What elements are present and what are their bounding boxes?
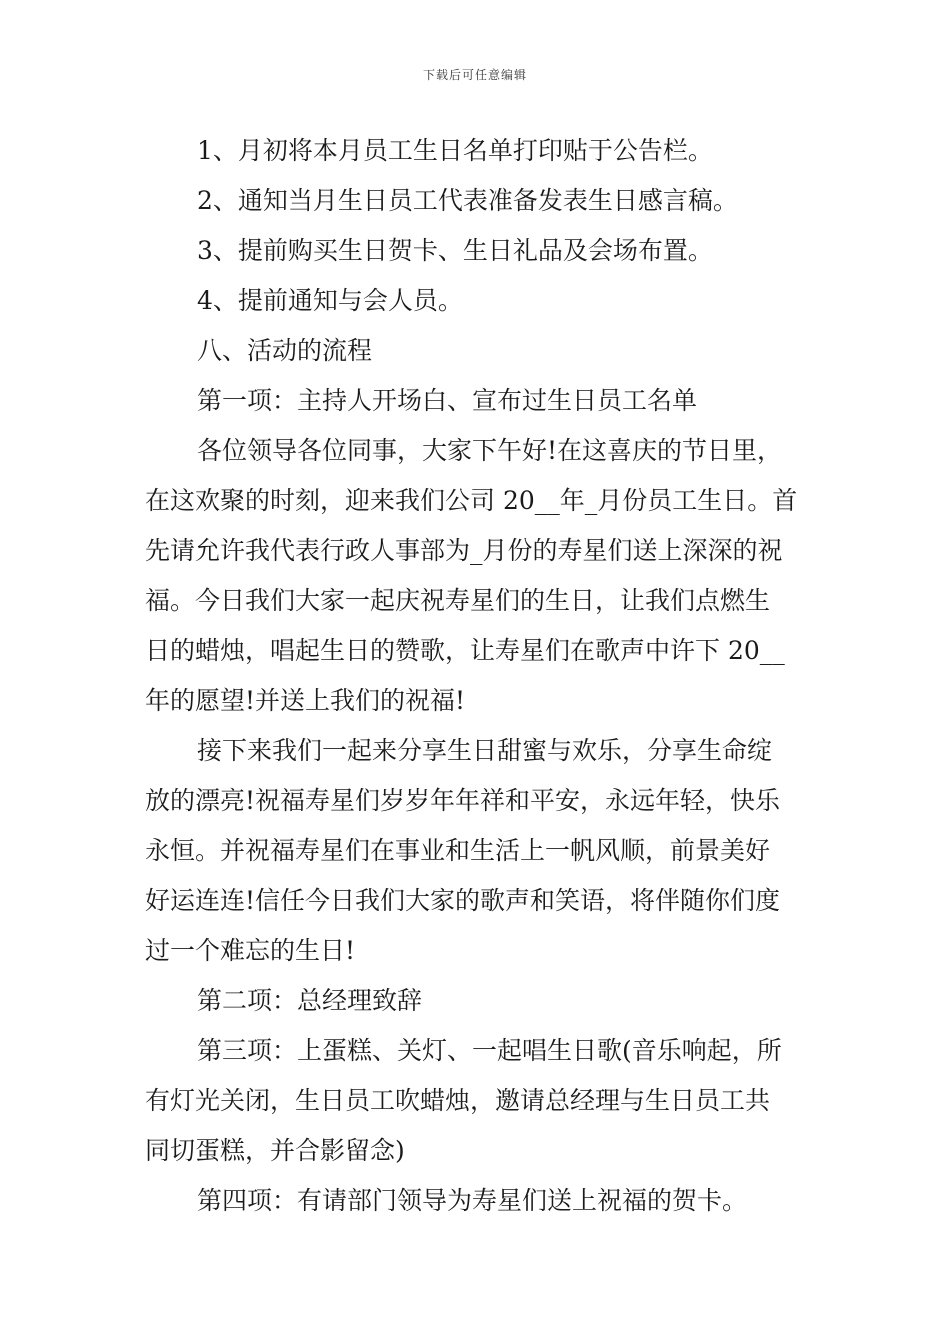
list-item: 2、通知当月生日员工代表准备发表生日感言稿。 (197, 186, 738, 215)
blessing-paragraph (145, 726, 810, 976)
step-four: 第四项：有请部门领导为寿星们送上祝福的贺卡。 (197, 1186, 748, 1215)
list-item: 4、提前通知与会人员。 (197, 286, 463, 315)
paragraph-line: 同切蛋糕，并合影留念) (145, 1136, 405, 1165)
paragraph-line: 年的愿望!并送上我们的祝福! (145, 686, 466, 715)
opening-paragraph (145, 426, 810, 726)
step-two: 第二项：总经理致辞 (197, 986, 423, 1015)
paragraph-line: 先请允许我代表行政人事部为_月份的寿星们送上深深的祝 (145, 536, 783, 565)
paragraph-line: 福。今日我们大家一起庆祝寿星们的生日，让我们点燃生 (145, 586, 771, 615)
document-body (145, 126, 810, 1226)
paragraph-line: 日的蜡烛，唱起生日的赞歌，让寿星们在歌声中许下 20__ (145, 636, 785, 665)
step-one: 第一项：主持人开场白、宣布过生日员工名单 (197, 386, 698, 415)
paragraph-line: 过一个难忘的生日! (145, 936, 356, 965)
paragraph-line: 放的漂亮!祝福寿星们岁岁年年祥和平安，永远年轻，快乐 (145, 786, 781, 815)
paragraph-line: 在这欢聚的时刻，迎来我们公司 20__年_月份员工生日。首 (145, 486, 798, 515)
paragraph-line: 永恒。并祝福寿星们在事业和生活上一帆风顺，前景美好 (145, 836, 771, 865)
paragraph-line: 第三项：上蛋糕、关灯、一起唱生日歌(音乐响起，所 (197, 1036, 782, 1065)
page-header: 下载后可任意编辑 (422, 68, 527, 82)
paragraph-line: 好运连连!信任今日我们大家的歌声和笑语，将伴随你们度 (145, 886, 781, 915)
list-item: 3、提前购买生日贺卡、生日礼品及会场布置。 (197, 236, 713, 265)
step-three (145, 1026, 810, 1176)
paragraph-line: 接下来我们一起来分享生日甜蜜与欢乐，分享生命绽 (197, 736, 773, 765)
paragraph-line: 各位领导各位同事，大家下午好!在这喜庆的节日里， (197, 436, 783, 465)
section-title: 八、活动的流程 (197, 336, 373, 365)
list-item: 1、月初将本月员工生日名单打印贴于公告栏。 (197, 136, 713, 165)
paragraph-line: 有灯光关闭，生日员工吹蜡烛，邀请总经理与生日员工共 (145, 1086, 771, 1115)
